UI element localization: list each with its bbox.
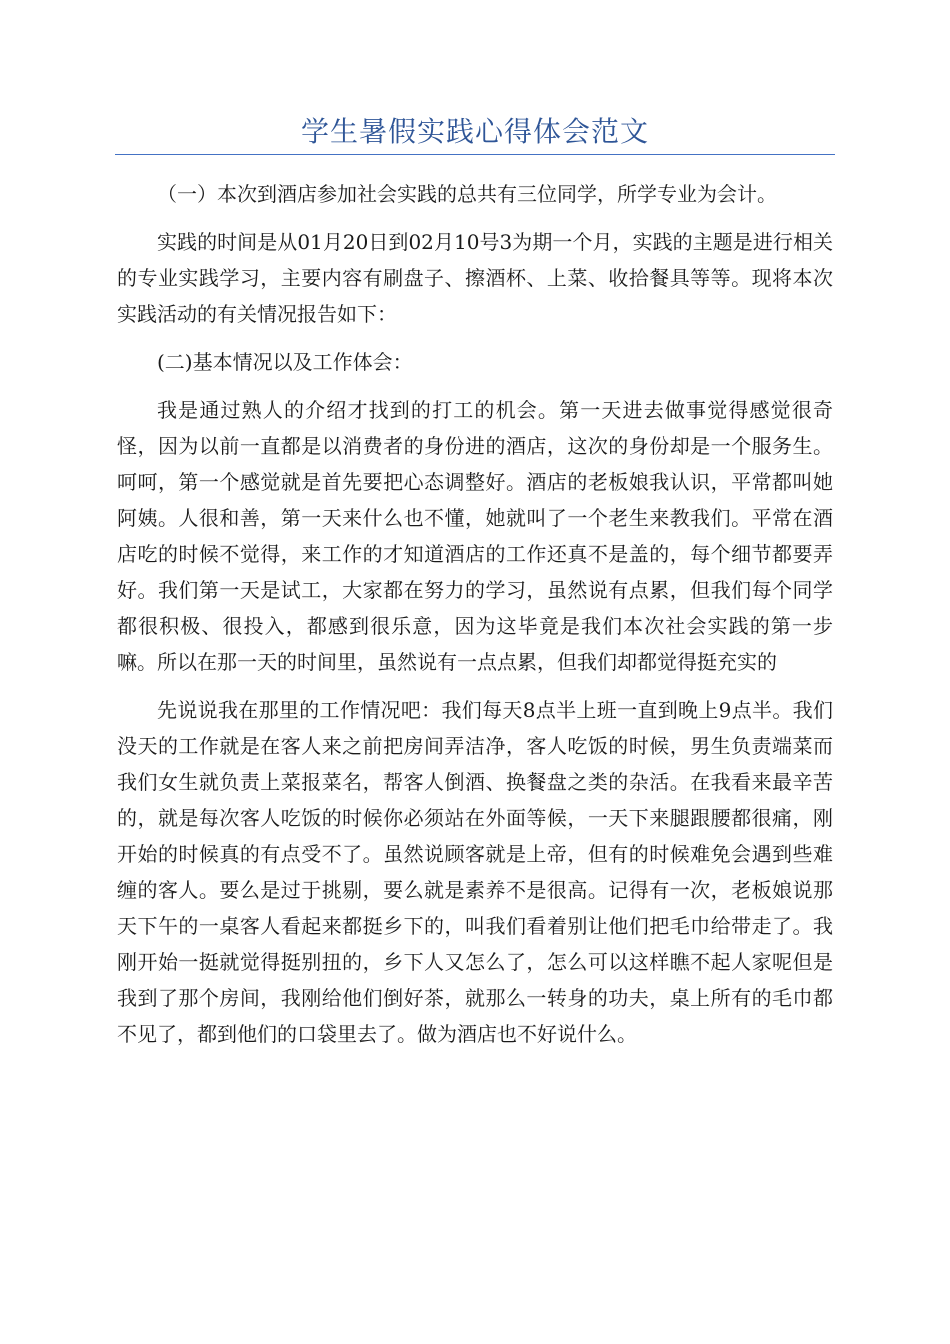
- paragraph-4: 我是通过熟人的介绍才找到的打工的机会。第一天进去做事觉得感觉很奇怪，因为以前一直都是以消费者的身份进的酒店，这次的身份却是一个服务生。呵呵，第一个感觉就是首先要把心态调整好。酒店的老板娘我认识，平常都叫她阿姨。人很和善，第一天来什么也不懂，她就叫了一个老生来教我们。平常在酒店吃的时候不觉得，来工作的才知道酒店的工作还真不是盖的，每个细节都要弄好。我们第一天是试工，大家都在努力的学习，虽然说有点累，但我们每个同学都很积极、很投入，都感到很乐意，因为这毕竟是我们本次社会实践的第一步嘛。所以在那一天的时间里，虽然说有一点点累，但我们却都觉得挺充实的: [117, 398, 833, 674]
- paragraph-5: 先说说我在那里的工作情况吧：我们每天8点半上班一直到晚上9点半。我们没天的工作就是在客人来之前把房间弄洁净，客人吃饭的时候，男生负责端菜而我们女生就负责上菜报菜名，帮客人倒酒、换餐盘之类的杂活。在我看来最辛苦的，就是每次客人吃饭的时候你必须站在外面等候，一天下来腿跟腰都很痛，刚开始的时候真的有点受不了。虽然说顾客就是上帝，但有的时候难免会遇到些难缠的客人。要么是过于挑剔，要么就是素养不是很高。记得有一次，老板娘说那天下午的一桌客人看起来都挺乡下的，叫我们看着别让他们把毛巾给带走了。我刚开始一挺就觉得挺别扭的，乡下人又怎么了，怎么可以这样瞧不起人家呢但是我到了那个房间，我刚给他们倒好茶，就那么一转身的功夫，桌上所有的毛巾都不见了，都到他们的口袋里去了。做为酒店也不好说什么。: [117, 698, 833, 1046]
- document-title: 学生暑假实践心得体会范文: [300, 115, 649, 148]
- document-body: [117, 176, 833, 1064]
- paragraph-2: 实践的时间是从01月20日到02月10号3为期一个月，实践的主题是进行相关的专业实践学习，主要内容有刷盘子、擦酒杯、上菜、收拾餐具等等。现将本次实践活动的有关情况报告如下：: [117, 230, 833, 326]
- paragraph-3: (二)基本情况以及工作体会：: [157, 350, 413, 374]
- title-underline: [115, 154, 835, 155]
- paragraph-1: （一）本次到酒店参加社会实践的总共有三位同学，所学专业为会计。: [157, 182, 777, 206]
